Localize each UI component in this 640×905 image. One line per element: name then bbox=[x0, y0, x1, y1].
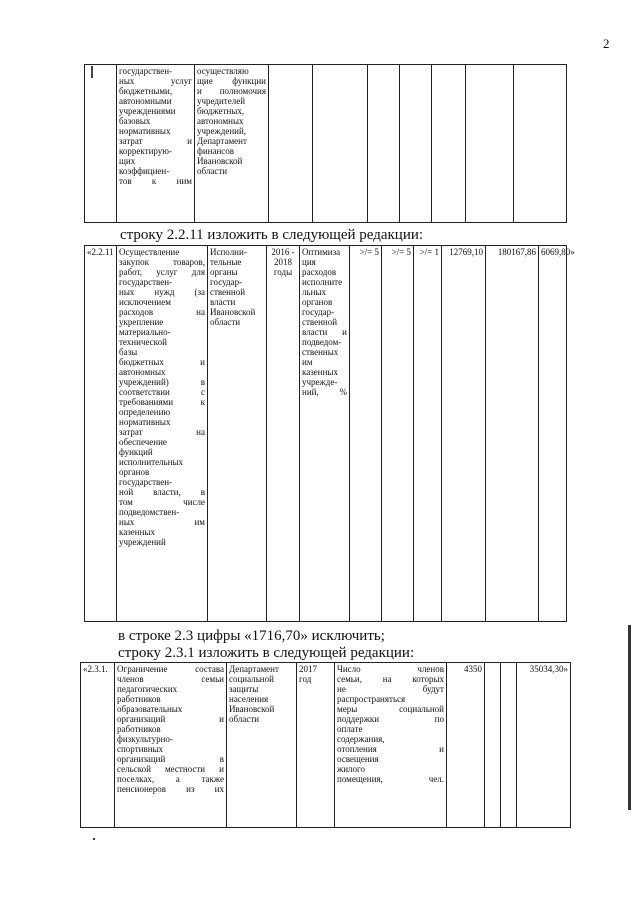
text-line: подведомствен- bbox=[119, 507, 180, 517]
text-line: ственной bbox=[210, 287, 246, 297]
text-line: власти bbox=[210, 297, 236, 307]
text-line: Ивановской bbox=[210, 307, 256, 317]
instruction-row-23: в строке 2.3 цифры «1716,70» исключить; bbox=[118, 628, 385, 644]
text-line: Оптимиза bbox=[302, 247, 341, 257]
text-line: функций bbox=[119, 447, 153, 457]
text-line: освещения bbox=[337, 754, 379, 764]
text-line: государствен- bbox=[119, 477, 173, 487]
text-line: физкультурно- bbox=[117, 734, 173, 744]
text-line: работников bbox=[117, 694, 161, 704]
text-line: годы bbox=[273, 267, 293, 277]
text-line: бюджетными, bbox=[119, 86, 173, 96]
text-line: затрат и bbox=[119, 136, 192, 146]
text-line: пенсионеров из их bbox=[117, 784, 224, 794]
text-line: корректирую- bbox=[119, 146, 173, 156]
text-line: учреждениями bbox=[119, 106, 176, 116]
text-line: том числе bbox=[119, 497, 205, 507]
text-line: области bbox=[197, 166, 228, 176]
text-line: учрежде- bbox=[302, 377, 338, 387]
text-line: области bbox=[229, 714, 260, 724]
cell-value-3: >/= 1 bbox=[414, 246, 442, 622]
cell-indicator bbox=[335, 663, 447, 828]
text-line: щие функции bbox=[197, 76, 266, 86]
instruction-row-2211: строку 2.2.11 изложить в следующей редакции: bbox=[120, 227, 424, 243]
text-line: затрат на bbox=[119, 427, 205, 437]
text-line: автономными bbox=[119, 96, 172, 106]
cell-executor bbox=[208, 246, 267, 622]
text-line: государ- bbox=[302, 307, 335, 317]
text-line: организаций в bbox=[117, 754, 224, 764]
text-line: органов bbox=[119, 467, 150, 477]
cell-indicator bbox=[300, 246, 350, 622]
text-line: базы bbox=[119, 347, 138, 357]
text-line: государ- bbox=[210, 277, 243, 287]
text-line: обеспечение bbox=[119, 437, 167, 447]
text-line: тов к ним bbox=[119, 176, 192, 186]
text-line: помещения, чел. bbox=[337, 774, 444, 784]
text-line: осуществляю bbox=[197, 66, 249, 76]
cell-value-5: 180167,86 bbox=[486, 246, 539, 622]
cell-period bbox=[267, 246, 300, 622]
text-line: Осуществление bbox=[119, 247, 180, 257]
text-line: соответствии с bbox=[119, 387, 205, 397]
text-line: расходов bbox=[302, 267, 337, 277]
scan-dot bbox=[93, 838, 95, 840]
text-line: Департамент bbox=[197, 136, 247, 146]
text-line: и полномочия bbox=[197, 86, 266, 96]
cell-value-1: 4350 bbox=[447, 663, 485, 828]
text-line: автономных bbox=[197, 116, 244, 126]
text-line: 2016 - bbox=[271, 247, 295, 257]
text-line: учреждений) в bbox=[119, 377, 205, 387]
text-line: государствен- bbox=[119, 277, 173, 287]
text-line: щих bbox=[119, 156, 136, 166]
text-line: органов bbox=[302, 297, 333, 307]
cell-period bbox=[297, 663, 335, 828]
cell-executor bbox=[227, 663, 297, 828]
text-line: ных услуг bbox=[119, 76, 192, 86]
text-line: Число членов bbox=[337, 664, 444, 674]
text-line: организаций и bbox=[117, 714, 224, 724]
text-line: учреждений bbox=[119, 537, 166, 547]
text-line: органы bbox=[210, 267, 238, 277]
text-line: материально- bbox=[119, 327, 171, 337]
text-line: определению bbox=[119, 407, 171, 417]
text-line: нормативных bbox=[119, 126, 171, 136]
text-line: им bbox=[302, 357, 313, 367]
text-line: казенных bbox=[302, 367, 338, 377]
text-line: исключением bbox=[119, 297, 171, 307]
text-line: Ограничение состава bbox=[117, 664, 224, 674]
cell-name bbox=[117, 246, 208, 622]
cell-number: «2.3.1. bbox=[81, 663, 115, 828]
page-number: 2 bbox=[603, 36, 610, 51]
text-line: поселках, а также bbox=[117, 774, 224, 784]
text-line: работ, услуг для bbox=[119, 267, 205, 277]
text-line: ной власти, в bbox=[119, 487, 205, 497]
text-line: распространяться bbox=[337, 694, 406, 704]
text-line: защиты bbox=[229, 684, 259, 694]
text-line: тельные bbox=[210, 257, 242, 267]
text-line: учредителей bbox=[197, 96, 246, 106]
cell-executor bbox=[195, 65, 269, 223]
text-line: спортивных bbox=[117, 744, 164, 754]
text-line: области bbox=[210, 317, 241, 327]
text-line: Ивановской bbox=[197, 156, 243, 166]
cell-value-2: >/= 5 bbox=[382, 246, 414, 622]
cell-number bbox=[85, 65, 117, 223]
text-line: оплате bbox=[337, 724, 363, 734]
text-line: ных им bbox=[119, 517, 205, 527]
text-line: поддержки по bbox=[337, 714, 444, 724]
text-line: 2017 bbox=[299, 664, 317, 674]
text-line: отопления и bbox=[337, 744, 444, 754]
text-line: исполните bbox=[302, 277, 343, 287]
text-line: коэффициен- bbox=[119, 166, 170, 176]
text-line: Ивановской bbox=[229, 704, 275, 714]
text-line: ция bbox=[302, 257, 316, 267]
text-line: автономных bbox=[119, 367, 166, 377]
text-line: семьи, на которых bbox=[337, 674, 444, 684]
text-line: нормативных bbox=[119, 417, 171, 427]
cell-value-4: 12769,10 bbox=[442, 246, 486, 622]
cell-value-1: >/= 5 bbox=[350, 246, 382, 622]
text-line: казенных bbox=[119, 527, 155, 537]
cell-subject bbox=[117, 65, 195, 223]
text-line: Департамент bbox=[229, 664, 279, 674]
text-line: населения bbox=[229, 694, 269, 704]
text-line: укрепление bbox=[119, 317, 164, 327]
text-line: жилого bbox=[337, 764, 365, 774]
text-line: государствен- bbox=[119, 66, 173, 76]
text-line: ных нужд (за bbox=[119, 287, 205, 297]
text-line: образовательных bbox=[117, 704, 183, 714]
table-row-2211 bbox=[84, 245, 575, 622]
text-line: учреждений, bbox=[197, 126, 247, 136]
text-line: не будут bbox=[337, 684, 444, 694]
text-line: власти и bbox=[302, 327, 347, 337]
text-line: педагогических bbox=[117, 684, 178, 694]
table-row-231 bbox=[80, 662, 571, 828]
text-line: бюджетных и bbox=[119, 357, 205, 367]
text-line: Исполни- bbox=[210, 247, 247, 257]
text-line: сельской местности и bbox=[117, 764, 224, 774]
text-line: ний, % bbox=[302, 387, 347, 397]
scan-mark bbox=[91, 66, 93, 78]
text-line: ственной bbox=[302, 317, 338, 327]
text-line: льных bbox=[302, 287, 326, 297]
table-continuation bbox=[84, 64, 567, 223]
cell-name bbox=[115, 663, 227, 828]
text-line: закупок товаров, bbox=[119, 257, 205, 267]
text-line: ственных bbox=[302, 347, 339, 357]
text-line: требованиями к bbox=[119, 397, 205, 407]
instruction-row-231: строку 2.3.1 изложить в следующей редакции: bbox=[118, 645, 415, 661]
text-line: членов семьи bbox=[117, 674, 224, 684]
text-line: бюджетных, bbox=[197, 106, 245, 116]
cell-value-6: 6069,80» bbox=[539, 246, 567, 622]
text-line: финансов bbox=[197, 146, 235, 156]
text-line: технической bbox=[119, 337, 167, 347]
text-line: год bbox=[299, 674, 312, 684]
cell-value-2: 35034,30» bbox=[517, 663, 571, 828]
text-line: меры социальной bbox=[337, 704, 444, 714]
text-line: работников bbox=[117, 724, 161, 734]
text-line: расходов на bbox=[119, 307, 205, 317]
text-line: базовых bbox=[119, 116, 151, 126]
cell-number: «2.2.11 bbox=[85, 246, 117, 622]
text-line: социальной bbox=[229, 674, 274, 684]
text-line: исполнительных bbox=[119, 457, 184, 467]
text-line: подведом- bbox=[302, 337, 342, 347]
text-line: 2018 bbox=[274, 257, 292, 267]
scan-edge-mark bbox=[628, 625, 631, 810]
text-line: содержания, bbox=[337, 734, 385, 744]
